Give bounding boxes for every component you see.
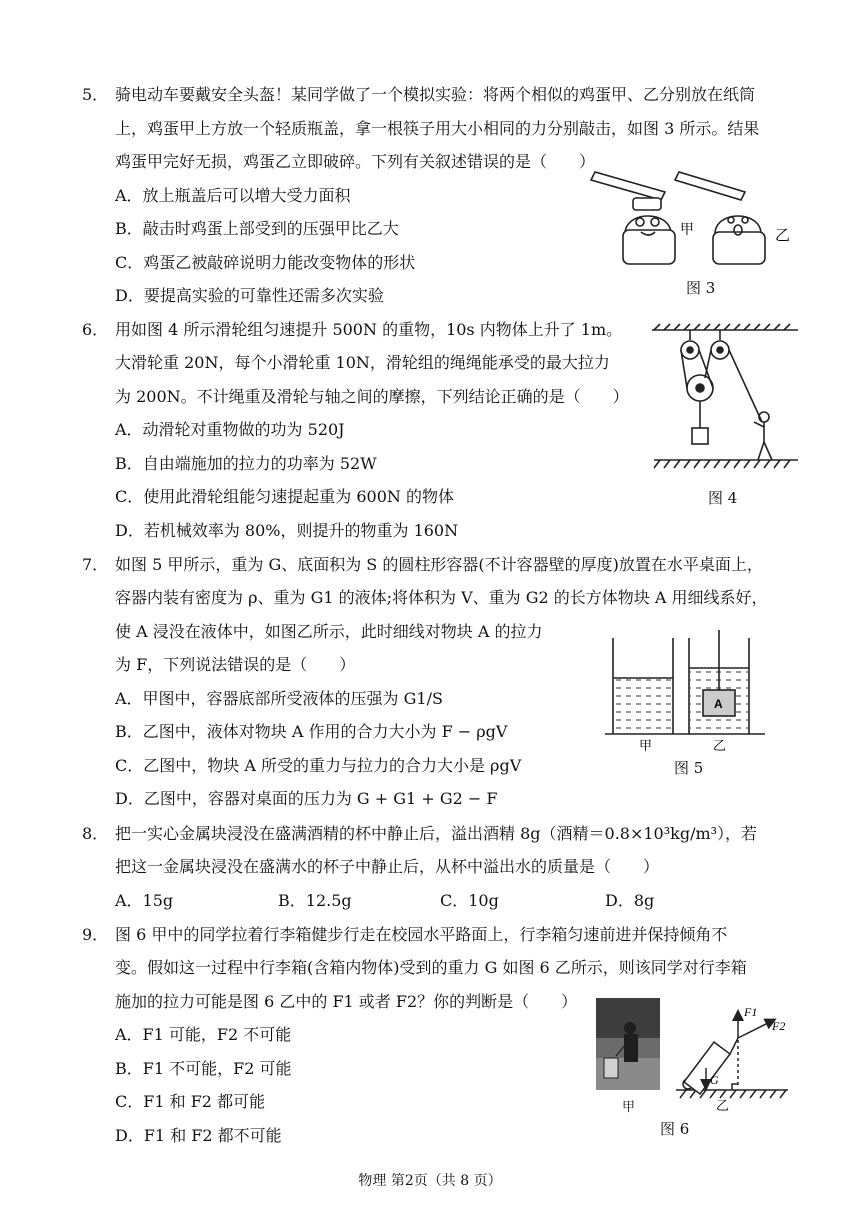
question-text: 用如图 4 所示滑轮组匀速提升 500N 的重物，10s 内物体上升了 1m。 bbox=[115, 320, 623, 339]
question-text: 为 200N。不计绳重及滑轮与轴之间的摩擦，下列结论正确的是（ ） bbox=[115, 387, 629, 406]
figure-label: 甲 bbox=[680, 223, 694, 238]
question-text: 如图 5 甲所示，重为 G、底面积为 S 的圆柱形容器(不计容器壁的厚度)放置在水平桌面上， bbox=[115, 555, 763, 574]
option-d[interactable]: D．F1 和 F2 都不可能 bbox=[115, 1126, 282, 1145]
force-label-g: G bbox=[710, 1073, 719, 1087]
question-text: 施加的拉力可能是图 6 乙中的 F1 或者 F2？你的判断是（ ） bbox=[115, 992, 578, 1011]
question-text: 上，鸡蛋甲上方放一个轻质瓶盖，拿一根筷子用大小相同的力分别敲击，如图 3 所示。结果 bbox=[115, 119, 760, 138]
figure-caption: 图 6 bbox=[660, 1120, 690, 1138]
figure-6-photo bbox=[596, 998, 660, 1090]
option-d[interactable]: D．8g bbox=[605, 891, 655, 910]
option-a[interactable]: A．15g bbox=[115, 891, 174, 910]
question-text: 容器内装有密度为 ρ、重为 G1 的液体;将体积为 V、重为 G2 的长方体物块 A 用细线系好， bbox=[115, 588, 768, 607]
figure-caption: 图 4 bbox=[708, 489, 738, 507]
option-d[interactable]: D．乙图中，容器对桌面的压力为 G + G1 + G2 − F bbox=[115, 789, 498, 808]
option-c[interactable]: C．乙图中，物块 A 所受的重力与拉力的合力大小是 ρgV bbox=[115, 756, 522, 775]
figure-caption: 图 5 bbox=[674, 759, 704, 777]
figure-label: 乙 bbox=[775, 228, 791, 244]
question-number: 9． bbox=[82, 925, 109, 944]
page-footer: 物理 第2页（共 8 页） bbox=[358, 1173, 502, 1189]
question-text: 骑电动车要戴安全头盔！某同学做了一个模拟实验：将两个相似的鸡蛋甲、乙分别放在纸筒 bbox=[115, 85, 756, 104]
figure-label: 甲 bbox=[639, 738, 653, 753]
question-text: 大滑轮重 20N，每个小滑轮重 10N，滑轮组的绳绳能承受的最大拉力 bbox=[115, 353, 610, 372]
block-label: A bbox=[714, 697, 723, 711]
option-c[interactable]: C．F1 和 F2 都可能 bbox=[115, 1092, 266, 1111]
option-b[interactable]: B．12.5g bbox=[278, 891, 352, 910]
question-text: 为 F，下列说法错误的是（ ） bbox=[115, 655, 356, 674]
question-number: 5． bbox=[82, 85, 109, 104]
question-text: 把这一金属块浸没在盛满水的杯子中静止后，从杯中溢出水的质量是（ ） bbox=[115, 857, 660, 876]
option-d[interactable]: D．要提高实验的可靠性还需多次实验 bbox=[115, 286, 384, 305]
figure-5-container-diagram bbox=[605, 628, 765, 754]
question-text: 图 6 甲中的同学拉着行李箱健步行走在校园水平路面上，行李箱匀速前进并保持倾角不 bbox=[115, 925, 728, 944]
option-b[interactable]: B．F1 不可能，F2 可能 bbox=[115, 1059, 292, 1078]
option-a[interactable]: A．甲图中，容器底部所受液体的压强为 G1/S bbox=[115, 689, 443, 708]
question-number: 7． bbox=[82, 555, 109, 574]
figure-6-force-diagram bbox=[672, 1000, 792, 1112]
question-text: 使 A 浸没在液体中，如图乙所示，此时细线对物块 A 的拉力 bbox=[115, 622, 543, 641]
figure-caption: 图 3 bbox=[686, 279, 716, 297]
question-number: 6． bbox=[82, 320, 109, 339]
figure-label: 乙 bbox=[713, 738, 727, 753]
option-b[interactable]: B．自由端施加的拉力的功率为 52W bbox=[115, 454, 377, 473]
option-b[interactable]: B．乙图中，液体对物块 A 作用的合力大小为 F − ρgV bbox=[115, 722, 508, 741]
option-a[interactable]: A．放上瓶盖后可以增大受力面积 bbox=[115, 186, 351, 205]
figure-4-pulley-diagram bbox=[650, 322, 800, 470]
option-d[interactable]: D．若机械效率为 80%，则提升的物重为 160N bbox=[115, 521, 459, 540]
question-text: 把一实心金属块浸没在盛满酒精的杯中静止后，溢出酒精 8g（酒精＝0.8×10³kg/m³），若 bbox=[115, 824, 758, 843]
question-number: 8． bbox=[82, 824, 109, 843]
figure-label: 乙 bbox=[716, 1098, 730, 1112]
force-label-f1: F1 bbox=[744, 1005, 758, 1019]
force-label-f2: F2 bbox=[772, 1019, 786, 1033]
question-text: 鸡蛋甲完好无损，鸡蛋乙立即破碎。下列有关叙述错误的是（ ） bbox=[115, 152, 596, 171]
question-text: 变。假如这一过程中行李箱(含箱内物体)受到的重力 G 如图 6 乙所示，则该同学对行李箱 bbox=[115, 958, 747, 977]
option-c[interactable]: C．10g bbox=[440, 891, 499, 910]
option-b[interactable]: B．敲击时鸡蛋上部受到的压强甲比乙大 bbox=[115, 219, 399, 238]
option-c[interactable]: C．使用此滑轮组能匀速提起重为 600N 的物体 bbox=[115, 487, 454, 506]
option-a[interactable]: A．动滑轮对重物做的功为 520J bbox=[115, 420, 345, 439]
figure-3-eggs-diagram bbox=[585, 170, 800, 280]
option-a[interactable]: A．F1 可能，F2 不可能 bbox=[115, 1025, 292, 1044]
figure-label: 甲 bbox=[622, 1100, 636, 1115]
option-c[interactable]: C．鸡蛋乙被敲碎说明力能改变物体的形状 bbox=[115, 253, 416, 272]
